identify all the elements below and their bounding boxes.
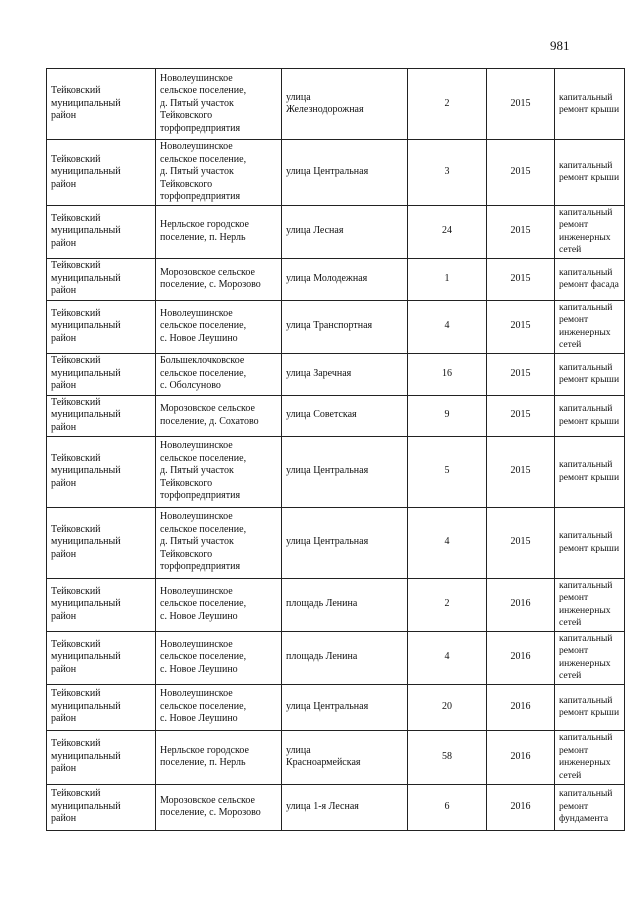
house-number-cell: 58 xyxy=(408,730,487,784)
table-row xyxy=(47,730,625,784)
table-row xyxy=(47,395,625,436)
registry-table xyxy=(46,68,625,831)
house-number-cell: 6 xyxy=(408,784,487,830)
settlement-cell: Новолеушинское сельское поселение, д. Пятый участок Тейковского торфопредприятия xyxy=(156,69,282,140)
house-number-cell: 2 xyxy=(408,578,487,631)
work-type-cell: капитальный ремонт фасада xyxy=(555,258,625,300)
settlement-cell: Новолеушинское сельское поселение, д. Пятый участок Тейковского торфопредприятия xyxy=(156,140,282,206)
year-cell: 2016 xyxy=(487,730,555,784)
settlement-cell: Новолеушинское сельское поселение, с. Новое Леушино xyxy=(156,684,282,730)
table-row xyxy=(47,205,625,258)
year-cell: 2016 xyxy=(487,631,555,684)
house-number-cell: 1 xyxy=(408,258,487,300)
region-cell: Тейковский муниципальный район xyxy=(47,395,156,436)
work-type-cell: капитальный ремонт крыши xyxy=(555,436,625,507)
street-cell: площадь Ленина xyxy=(282,578,408,631)
year-cell: 2015 xyxy=(487,300,555,353)
house-number-cell: 4 xyxy=(408,631,487,684)
house-number-cell: 9 xyxy=(408,395,487,436)
table-row xyxy=(47,436,625,507)
table-row xyxy=(47,578,625,631)
year-cell: 2015 xyxy=(487,507,555,578)
year-cell: 2015 xyxy=(487,205,555,258)
street-cell: улица Железнодорожная xyxy=(282,69,408,140)
registry-table-body xyxy=(47,69,625,831)
table-row xyxy=(47,353,625,395)
street-cell: улица Транспортная xyxy=(282,300,408,353)
street-cell: улица Центральная xyxy=(282,507,408,578)
region-cell: Тейковский муниципальный район xyxy=(47,684,156,730)
street-cell: улица Заречная xyxy=(282,353,408,395)
street-cell: улица 1-я Лесная xyxy=(282,784,408,830)
year-cell: 2016 xyxy=(487,784,555,830)
table-row xyxy=(47,69,625,140)
street-cell: улица Центральная xyxy=(282,436,408,507)
settlement-cell: Большеклочковское сельское поселение, с. Оболсуново xyxy=(156,353,282,395)
settlement-cell: Новолеушинское сельское поселение, с. Новое Леушино xyxy=(156,300,282,353)
house-number-cell: 2 xyxy=(408,69,487,140)
page-number: 981 xyxy=(550,38,570,53)
year-cell: 2015 xyxy=(487,395,555,436)
region-cell: Тейковский муниципальный район xyxy=(47,353,156,395)
street-cell: площадь Ленина xyxy=(282,631,408,684)
region-cell: Тейковский муниципальный район xyxy=(47,140,156,206)
region-cell: Тейковский муниципальный район xyxy=(47,205,156,258)
work-type-cell: капитальный ремонт фундамента xyxy=(555,784,625,830)
work-type-cell: капитальный ремонт крыши xyxy=(555,140,625,206)
year-cell: 2015 xyxy=(487,436,555,507)
region-cell: Тейковский муниципальный район xyxy=(47,69,156,140)
work-type-cell: капитальный ремонт инженерных сетей xyxy=(555,205,625,258)
year-cell: 2015 xyxy=(487,353,555,395)
region-cell: Тейковский муниципальный район xyxy=(47,578,156,631)
table-row xyxy=(47,300,625,353)
work-type-cell: капитальный ремонт инженерных сетей xyxy=(555,300,625,353)
house-number-cell: 4 xyxy=(408,300,487,353)
house-number-cell: 5 xyxy=(408,436,487,507)
region-cell: Тейковский муниципальный район xyxy=(47,436,156,507)
region-cell: Тейковский муниципальный район xyxy=(47,631,156,684)
work-type-cell: капитальный ремонт крыши xyxy=(555,69,625,140)
work-type-cell: капитальный ремонт инженерных сетей xyxy=(555,631,625,684)
house-number-cell: 3 xyxy=(408,140,487,206)
house-number-cell: 16 xyxy=(408,353,487,395)
work-type-cell: капитальный ремонт крыши xyxy=(555,395,625,436)
settlement-cell: Морозовское сельское поселение, д. Сохатово xyxy=(156,395,282,436)
work-type-cell: капитальный ремонт инженерных сетей xyxy=(555,730,625,784)
house-number-cell: 24 xyxy=(408,205,487,258)
region-cell: Тейковский муниципальный район xyxy=(47,730,156,784)
table-row xyxy=(47,140,625,206)
table-row xyxy=(47,684,625,730)
table-row xyxy=(47,258,625,300)
street-cell: улица Красноармейская xyxy=(282,730,408,784)
region-cell: Тейковский муниципальный район xyxy=(47,258,156,300)
year-cell: 2016 xyxy=(487,684,555,730)
settlement-cell: Нерльское городское поселение, п. Нерль xyxy=(156,205,282,258)
street-cell: улица Молодежная xyxy=(282,258,408,300)
settlement-cell: Новолеушинское сельское поселение, д. Пятый участок Тейковского торфопредприятия xyxy=(156,507,282,578)
settlement-cell: Морозовское сельское поселение, с. Морозово xyxy=(156,258,282,300)
work-type-cell: капитальный ремонт крыши xyxy=(555,353,625,395)
year-cell: 2016 xyxy=(487,578,555,631)
house-number-cell: 20 xyxy=(408,684,487,730)
work-type-cell: капитальный ремонт инженерных сетей xyxy=(555,578,625,631)
house-number-cell: 4 xyxy=(408,507,487,578)
settlement-cell: Новолеушинское сельское поселение, с. Новое Леушино xyxy=(156,578,282,631)
street-cell: улица Центральная xyxy=(282,684,408,730)
work-type-cell: капитальный ремонт крыши xyxy=(555,684,625,730)
table-row xyxy=(47,507,625,578)
table-row xyxy=(47,631,625,684)
work-type-cell: капитальный ремонт крыши xyxy=(555,507,625,578)
table-row xyxy=(47,784,625,830)
year-cell: 2015 xyxy=(487,69,555,140)
street-cell: улица Лесная xyxy=(282,205,408,258)
region-cell: Тейковский муниципальный район xyxy=(47,300,156,353)
settlement-cell: Новолеушинское сельское поселение, с. Новое Леушино xyxy=(156,631,282,684)
year-cell: 2015 xyxy=(487,140,555,206)
street-cell: улица Центральная xyxy=(282,140,408,206)
region-cell: Тейковский муниципальный район xyxy=(47,784,156,830)
settlement-cell: Новолеушинское сельское поселение, д. Пятый участок Тейковского торфопредприятия xyxy=(156,436,282,507)
region-cell: Тейковский муниципальный район xyxy=(47,507,156,578)
year-cell: 2015 xyxy=(487,258,555,300)
street-cell: улица Советская xyxy=(282,395,408,436)
settlement-cell: Морозовское сельское поселение, с. Морозово xyxy=(156,784,282,830)
settlement-cell: Нерльское городское поселение, п. Нерль xyxy=(156,730,282,784)
